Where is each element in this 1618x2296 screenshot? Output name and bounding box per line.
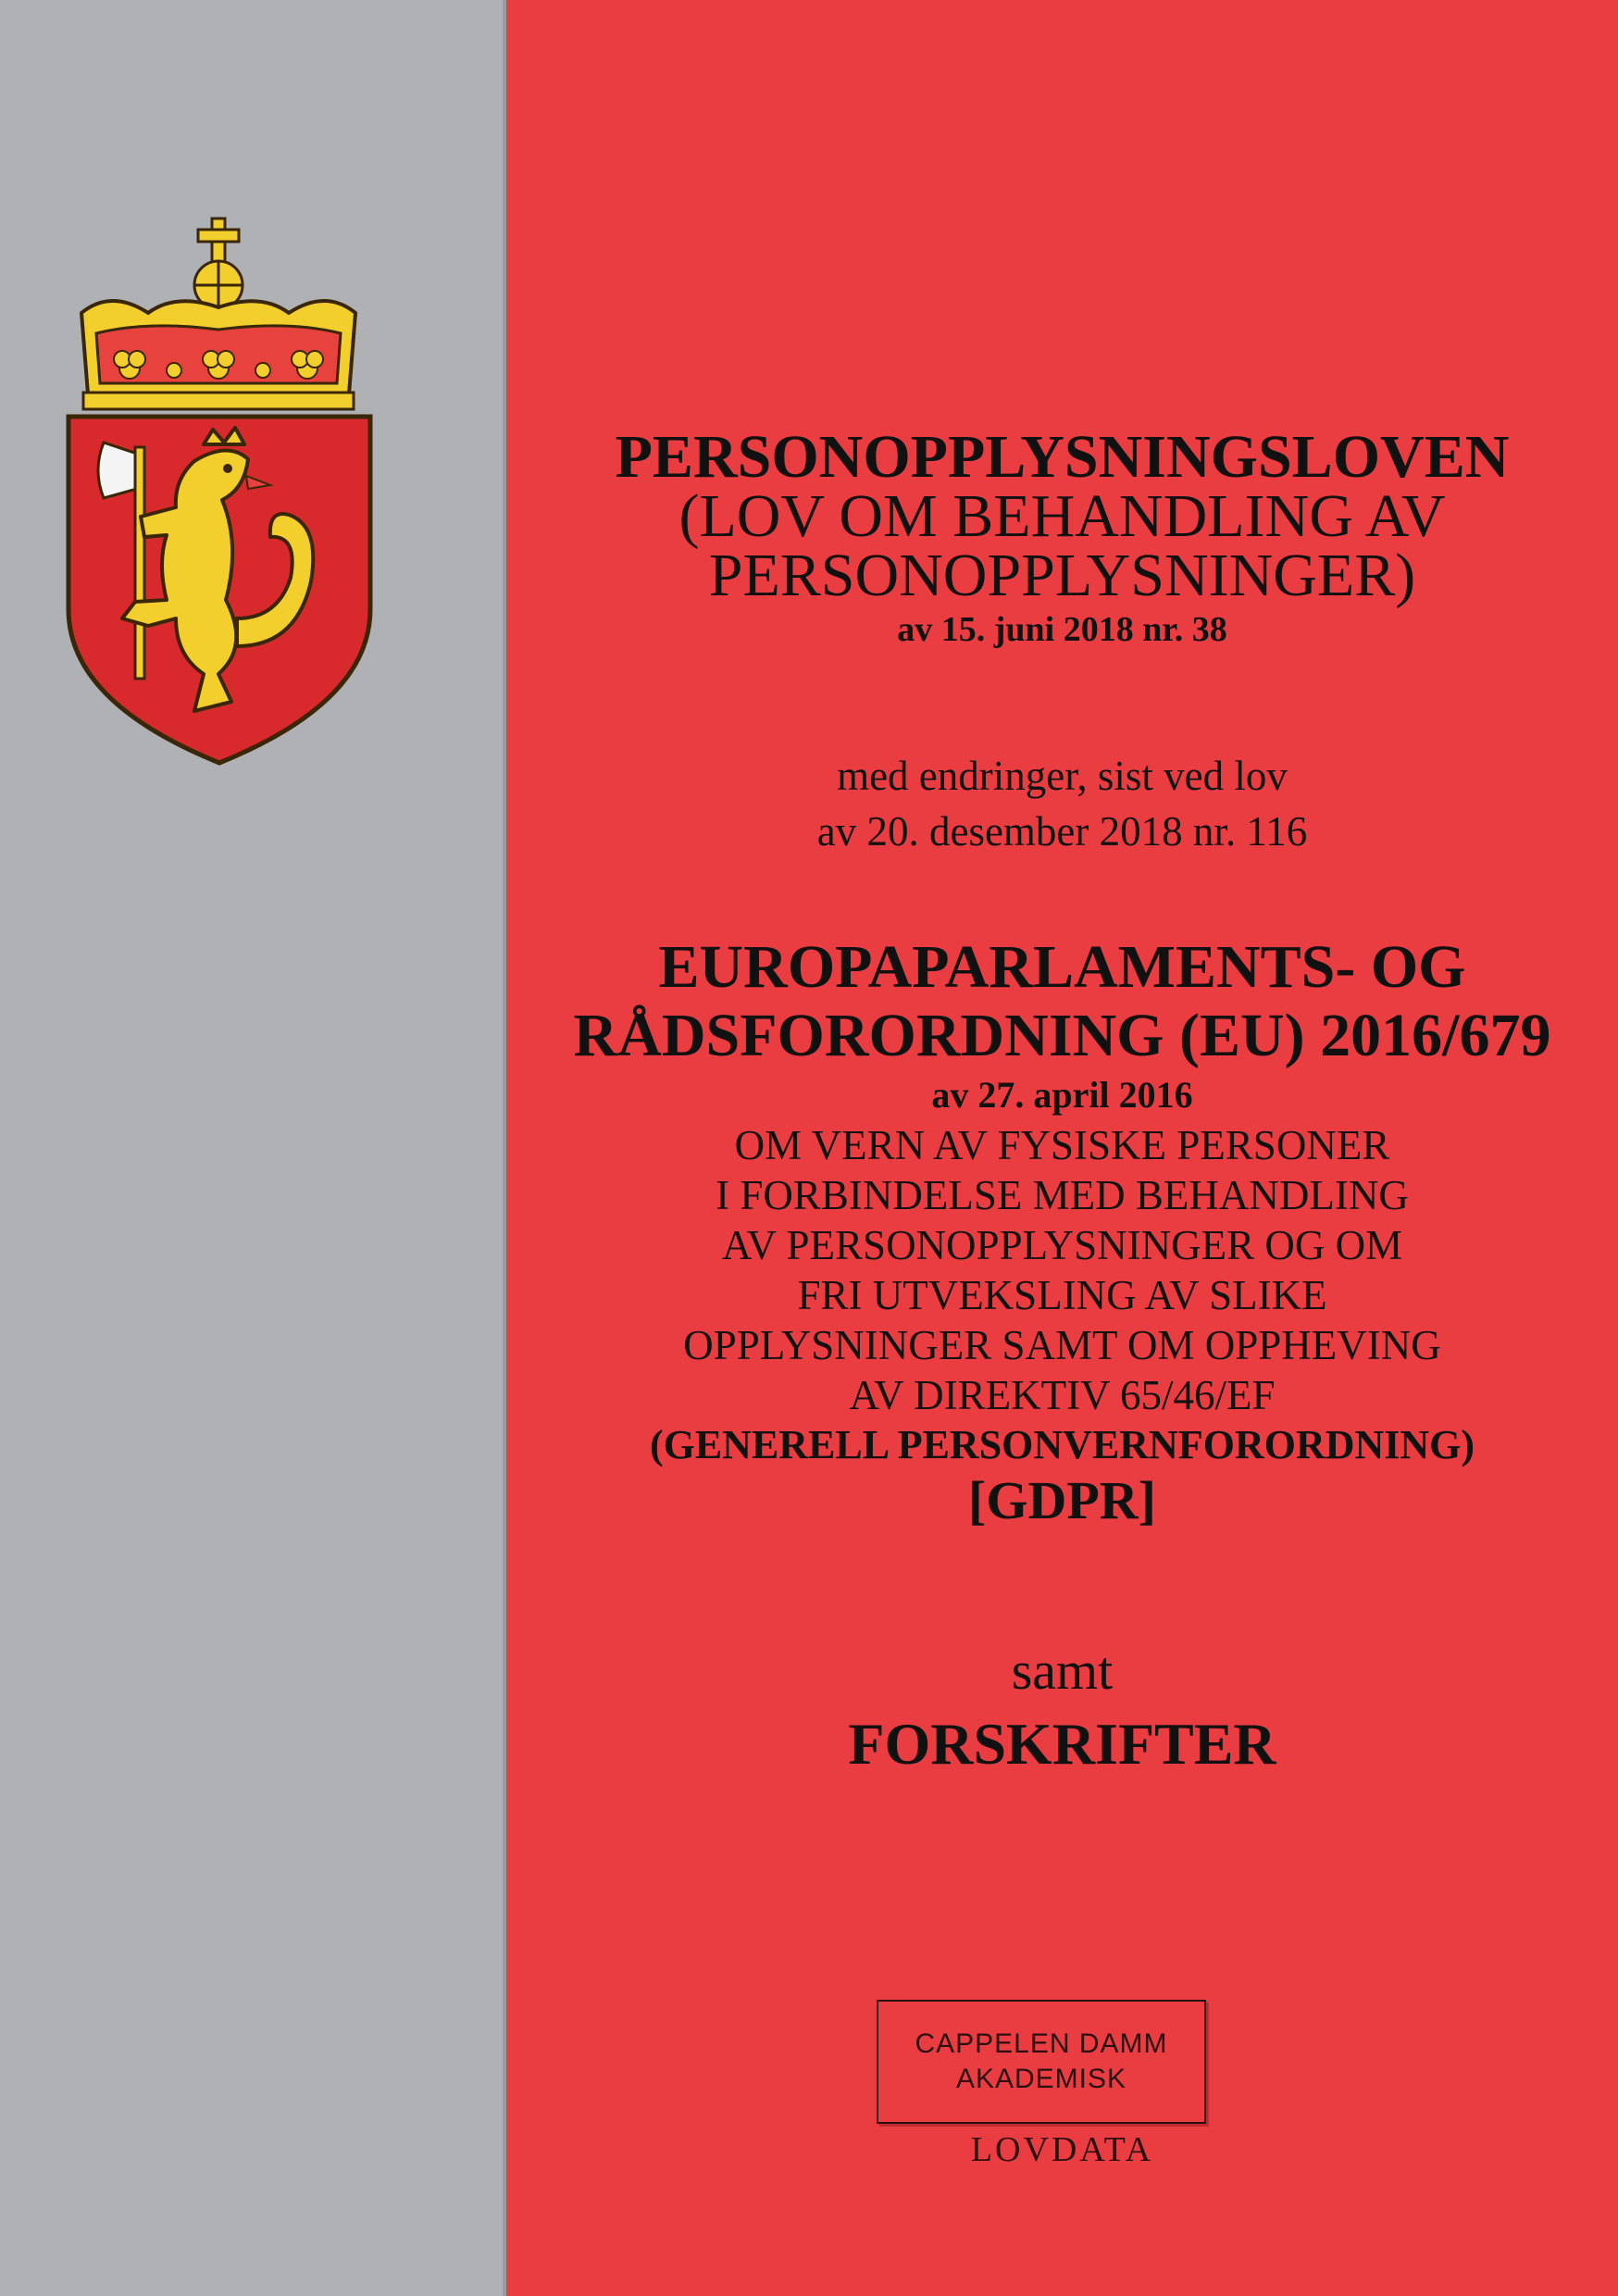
law-title-block [506, 423, 1618, 654]
law-subtitle-line-1: (LOV OM BEHANDLING AV [678, 482, 1446, 550]
closing-block [506, 1637, 1618, 1783]
amendments-line-2: av 20. desember 2018 nr. 116 [816, 808, 1308, 855]
regulation-description-line: AV PERSONOPPLYSNINGER OG OM [721, 1222, 1403, 1268]
regulation-description-line: OPPLYSNINGER SAMT OM OPPHEVING [683, 1322, 1441, 1368]
regulation-block [506, 933, 1618, 1531]
publisher-logo [877, 2000, 1206, 2124]
regulation-heading-line-2: RÅDSFORORDNING (EU) 2016/679 [573, 1002, 1551, 1069]
amendments-line-1: med endringer, sist ved lov [837, 753, 1288, 799]
law-subtitle-line-2: PERSONOPPLYSNINGER) [708, 542, 1416, 609]
regulation-heading-line-1: EUROPAPARLAMENTS- OG [658, 933, 1466, 1001]
amendments-block [506, 748, 1618, 859]
law-title: PERSONOPPLYSNINGSLOVEN [615, 423, 1510, 491]
regulation-description-line: FRI UTVEKSLING AV SLIKE [797, 1272, 1327, 1318]
regulation-gdpr: [GDPR] [968, 1470, 1156, 1530]
samt-label: samt [1011, 1641, 1114, 1701]
publisher-name-line-2: AKADEMISK [955, 2064, 1127, 2094]
regulation-description-line: I FORBINDELSE MED BEHANDLING [716, 1172, 1409, 1218]
norwegian-coat-of-arms-icon [56, 211, 389, 767]
regulation-description-line: AV DIREKTIV 65/46/EF [849, 1372, 1276, 1418]
forskrifter-label: FORSKRIFTER [848, 1711, 1276, 1777]
regulation-general-name: (GENERELL PERSONVERNFORORDNING) [649, 1422, 1475, 1467]
regulation-date: av 27. april 2016 [931, 1074, 1193, 1116]
imprint-label: LOVDATA [970, 2130, 1154, 2169]
publisher-name-line-1: CAPPELEN DAMM [915, 2028, 1168, 2059]
law-date: av 15. juni 2018 nr. 38 [897, 610, 1227, 649]
regulation-description-line: OM VERN AV FYSISKE PERSONER [734, 1122, 1390, 1168]
